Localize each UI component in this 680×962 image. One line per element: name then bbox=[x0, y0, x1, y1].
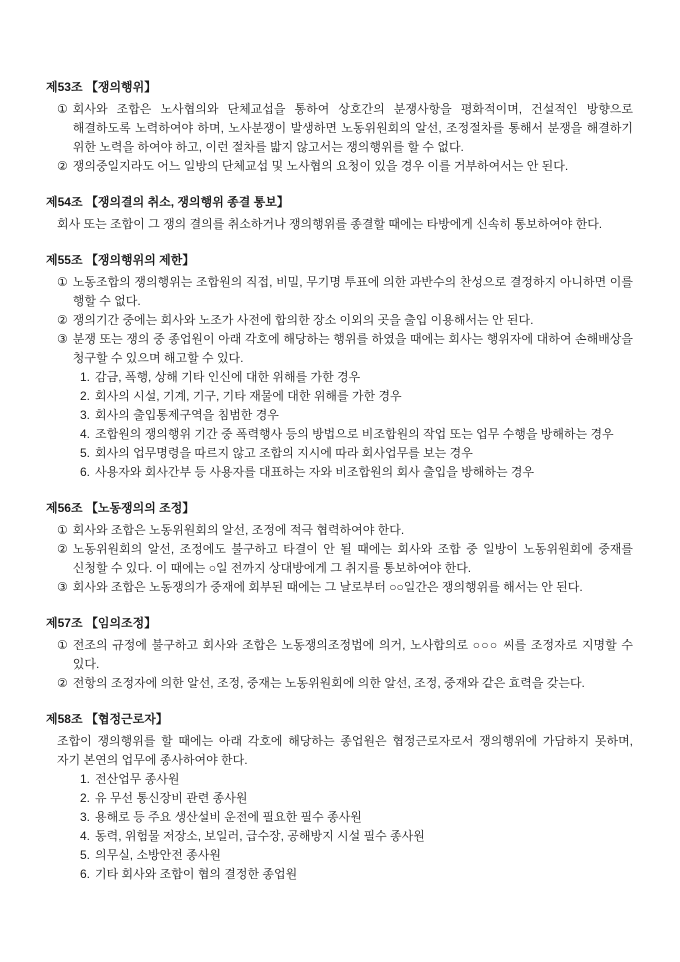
item-marker: 1. bbox=[80, 370, 91, 384]
item-marker: 5. bbox=[80, 848, 91, 862]
item-text: 전산업무 종사원 bbox=[95, 772, 180, 786]
clause-text: 회사와 조합은 노사협의와 단체교섭을 통하여 상호간의 분쟁사항을 평화적이며, 건설적인 방향으로 해결하도록 노력하여야 하며, 노사분쟁이 발생하면 노동위원회의 알선, 조정절차를 통해서 분쟁을 해결하기 위한 노력을 하여야 하고, 이런 절차를 밟지 않고서는 쟁의행위를 할 수 없다. bbox=[72, 102, 633, 154]
article-58-item-5 bbox=[46, 846, 633, 865]
article-54-title: 제54조 【쟁의결의 취소, 쟁의행위 종결 통보】 bbox=[46, 195, 289, 209]
item-text: 회사의 출입통제구역을 침범한 경우 bbox=[95, 408, 279, 422]
clause-marker: ① bbox=[57, 102, 68, 116]
clause-text: 노동위원회의 알선, 조정에도 불구하고 타결이 안 될 때에는 회사와 조합 중 일방이 노동위원회에 중재를 신청할 수 있다. 이 때에는 ○일 전까지 상대방에게 그 취지를 통보하여야 한다. bbox=[72, 542, 633, 575]
clause-text: 전항의 조정자에 의한 알선, 조정, 중재는 노동위원회에 의한 알선, 조정, 중재와 같은 효력을 갖는다. bbox=[72, 676, 585, 690]
article-58-item-2 bbox=[46, 789, 633, 808]
article-53 bbox=[46, 78, 633, 176]
article-56-title: 제56조 【노동쟁의의 조정】 bbox=[46, 501, 195, 515]
item-marker: 4. bbox=[80, 829, 91, 843]
article-55-item-3 bbox=[46, 406, 633, 425]
item-text: 조합원의 쟁의행위 기간 중 폭력행사 등의 방법으로 비조합원의 작업 또는 업무 수행을 방해하는 경우 bbox=[95, 427, 614, 441]
item-text: 용해로 등 주요 생산설비 운전에 필요한 필수 종사원 bbox=[95, 810, 362, 824]
article-55 bbox=[46, 251, 633, 482]
item-marker: 4. bbox=[80, 427, 91, 441]
clause-text: 쟁의기간 중에는 회사와 노조가 사전에 합의한 장소 이외의 곳을 출입 이용해서는 안 된다. bbox=[72, 313, 534, 327]
article-53-clause-2 bbox=[46, 157, 633, 176]
article-55-item-1 bbox=[46, 368, 633, 387]
item-text: 의무실, 소방안전 종사원 bbox=[95, 848, 221, 862]
clause-marker: ② bbox=[57, 542, 68, 556]
clause-marker: ② bbox=[57, 676, 68, 690]
article-56-clause-1 bbox=[46, 521, 633, 540]
article-55-title: 제55조 【쟁의행위의 제한】 bbox=[46, 253, 195, 267]
article-55-clause-1 bbox=[46, 273, 633, 311]
article-57-title: 제57조 【임의조정】 bbox=[46, 616, 157, 630]
clause-text: 회사와 조합은 노동위원회의 알선, 조정에 적극 협력하여야 한다. bbox=[72, 523, 405, 537]
item-text: 회사의 시설, 기계, 기구, 기타 재물에 대한 위해를 가한 경우 bbox=[95, 389, 402, 403]
article-56 bbox=[46, 499, 633, 597]
clause-marker: ① bbox=[57, 638, 68, 652]
item-text: 사용자와 회사간부 등 사용자를 대표하는 자와 비조합원의 회사 출입을 방해하는 경우 bbox=[95, 465, 535, 479]
article-55-item-2 bbox=[46, 387, 633, 406]
article-58-title: 제58조 【협정근로자】 bbox=[46, 712, 168, 726]
clause-marker: ③ bbox=[57, 332, 68, 346]
article-56-clause-2 bbox=[46, 540, 633, 578]
article-55-clause-2 bbox=[46, 311, 633, 330]
item-marker: 2. bbox=[80, 791, 91, 805]
item-text: 유 무선 통신장비 관련 종사원 bbox=[95, 791, 248, 805]
article-58-item-4 bbox=[46, 827, 633, 846]
article-56-clause-3 bbox=[46, 578, 633, 597]
clause-text: 회사와 조합은 노동쟁의가 중재에 회부된 때에는 그 날로부터 ○○일간은 쟁의행위를 해서는 안 된다. bbox=[72, 580, 583, 594]
article-57 bbox=[46, 614, 633, 693]
clause-text: 쟁의중일지라도 어느 일방의 단체교섭 및 노사협의 요청이 있을 경우 이를 거부하여서는 안 된다. bbox=[72, 159, 569, 173]
article-55-item-6 bbox=[46, 463, 633, 482]
article-55-item-5 bbox=[46, 444, 633, 463]
article-57-clause-2 bbox=[46, 674, 633, 693]
article-58-body: 조합이 쟁의행위를 할 때에는 아래 각호에 해당하는 종업원은 협정근로자로서 쟁의행위에 가담하지 못하며, 자기 본연의 업무에 종사하여야 한다. bbox=[57, 734, 633, 767]
article-54-body: 회사 또는 조합이 그 쟁의 결의를 취소하거나 쟁의행위를 종결할 때에는 타방에게 신속히 통보하여야 한다. bbox=[57, 217, 603, 231]
clause-text: 분쟁 또는 쟁의 중 종업원이 아래 각호에 해당하는 행위를 하였을 때에는 회사는 행위자에 대하여 손해배상을 청구할 수 있으며 해고할 수 있다. bbox=[72, 332, 633, 365]
clause-marker: ③ bbox=[57, 580, 68, 594]
item-text: 동력, 위험물 저장소, 보일러, 급수장, 공해방지 시설 필수 종사원 bbox=[95, 829, 425, 843]
article-58-item-3 bbox=[46, 808, 633, 827]
clause-text: 노동조합의 쟁의행위는 조합원의 직접, 비밀, 무기명 투표에 의한 과반수의 찬성으로 결정하지 아니하면 이를 행할 수 없다. bbox=[72, 275, 633, 308]
item-marker: 6. bbox=[80, 867, 91, 881]
article-53-title: 제53조 【쟁의행위】 bbox=[46, 80, 157, 94]
item-marker: 5. bbox=[80, 446, 91, 460]
item-marker: 2. bbox=[80, 389, 91, 403]
item-text: 회사의 업무명령을 따르지 않고 조합의 지시에 따라 회사업무를 보는 경우 bbox=[95, 446, 473, 460]
item-text: 감금, 폭행, 상해 기타 인신에 대한 위해를 가한 경우 bbox=[95, 370, 361, 384]
item-marker: 1. bbox=[80, 772, 91, 786]
article-57-clause-1 bbox=[46, 636, 633, 674]
article-58 bbox=[46, 710, 633, 884]
item-marker: 3. bbox=[80, 810, 91, 824]
clause-text: 전조의 규정에 불구하고 회사와 조합은 노동쟁의조정법에 의거, 노사합의로 ○○○ 씨를 조정자로 지명할 수 있다. bbox=[72, 638, 633, 671]
article-58-item-6 bbox=[46, 865, 633, 884]
article-58-item-1 bbox=[46, 770, 633, 789]
clause-marker: ② bbox=[57, 313, 68, 327]
article-55-item-4 bbox=[46, 425, 633, 444]
article-54 bbox=[46, 193, 633, 234]
clause-marker: ② bbox=[57, 159, 68, 173]
item-marker: 6. bbox=[80, 465, 91, 479]
item-marker: 3. bbox=[80, 408, 91, 422]
item-text: 기타 회사와 조합이 협의 결정한 종업원 bbox=[95, 867, 298, 881]
clause-marker: ① bbox=[57, 275, 68, 289]
article-53-clause-1 bbox=[46, 100, 633, 157]
clause-marker: ① bbox=[57, 523, 68, 537]
article-55-clause-3 bbox=[46, 330, 633, 368]
